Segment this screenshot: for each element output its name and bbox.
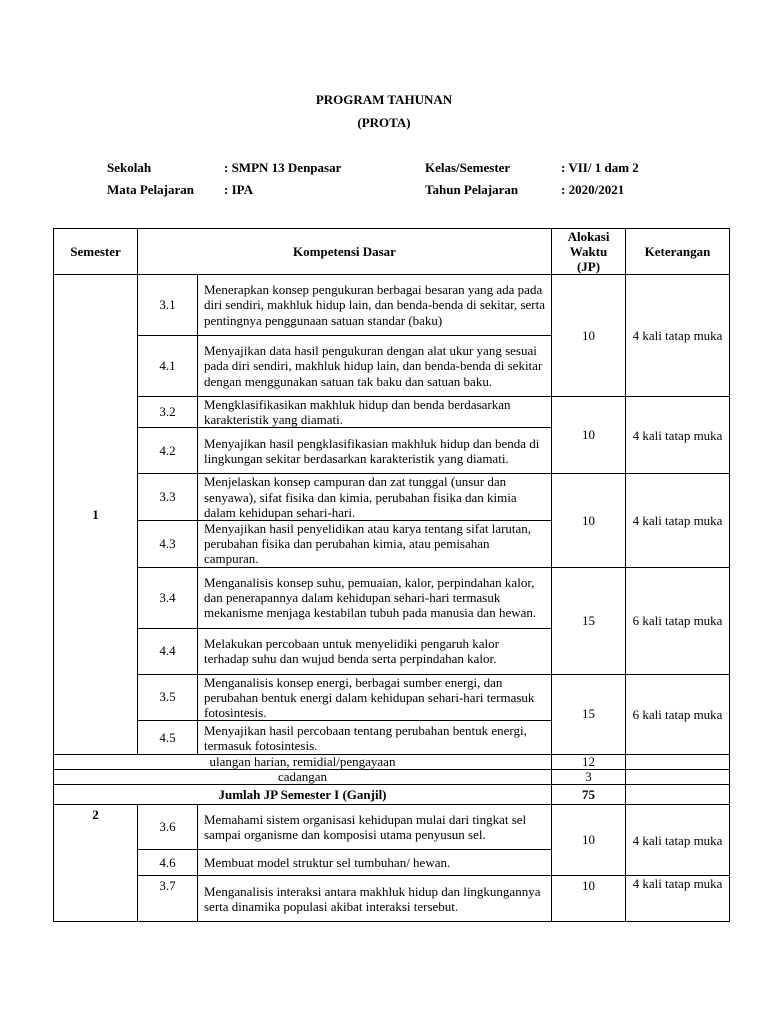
jumlah-keterangan bbox=[626, 785, 730, 805]
keterangan-value: 4 kali tatap muka bbox=[626, 275, 730, 397]
mapel-value: : IPA bbox=[224, 182, 254, 197]
kd-number: 3.4 bbox=[138, 567, 198, 628]
jumlah-jp: 75 bbox=[552, 785, 626, 805]
header-kompetensi-dasar: Kompetensi Dasar bbox=[138, 229, 552, 275]
keterangan-value: 4 kali tatap muka bbox=[626, 397, 730, 474]
sekolah-value: : SMPN 13 Denpasar bbox=[224, 160, 342, 175]
cadangan-keterangan bbox=[626, 770, 730, 785]
kd-number: 4.3 bbox=[138, 521, 198, 568]
prota-table bbox=[53, 228, 730, 922]
header-alokasi-line2: Waktu bbox=[569, 244, 608, 259]
cadangan-jp: 3 bbox=[552, 770, 626, 785]
kd-text: Memahami sistem organisasi kehidupan mulai dari tingkat sel sampai organisme dan komposisi utama penyusun sel. bbox=[198, 805, 552, 850]
cadangan-row bbox=[54, 770, 730, 785]
kd-text: Menganalisis interaksi antara makhluk hidup dan lingkungannya serta dinamika populasi akibat interaksi tersebut. bbox=[198, 876, 552, 922]
table-row bbox=[54, 397, 730, 428]
table-row bbox=[54, 805, 730, 850]
kelas-label: Kelas/Semester bbox=[425, 160, 511, 175]
header-alokasi-line1: Alokasi bbox=[567, 229, 610, 244]
table-row bbox=[54, 474, 730, 521]
header-row bbox=[54, 229, 730, 275]
kd-text: Menyajikan data hasil pengukuran dengan alat ukur yang sesuai pada diri sendiri, makhluk hidup lain, dan benda-benda di sekitar dengan menggunakan satuan tak baku dan satuan baku. bbox=[198, 336, 552, 397]
jp-value: 15 bbox=[552, 674, 626, 755]
kd-number: 4.6 bbox=[138, 850, 198, 876]
header-semester: Semester bbox=[54, 229, 138, 275]
ulangan-row bbox=[54, 755, 730, 770]
jp-value: 10 bbox=[552, 876, 626, 922]
kd-text: Membuat model struktur sel tumbuhan/ hewan. bbox=[198, 850, 552, 876]
semester-1-cell: 1 bbox=[54, 275, 138, 755]
kd-text: Menyajikan hasil percobaan tentang perubahan bentuk energi, termasuk fotosintesis. bbox=[198, 721, 552, 755]
kd-number: 4.1 bbox=[138, 336, 198, 397]
header-alokasi-waktu bbox=[552, 229, 626, 275]
kd-number: 4.4 bbox=[138, 628, 198, 674]
table-row bbox=[54, 674, 730, 721]
table-row bbox=[54, 275, 730, 336]
keterangan-value: 4 kali tatap muka bbox=[626, 876, 730, 922]
jumlah-row bbox=[54, 785, 730, 805]
jp-value: 10 bbox=[552, 474, 626, 567]
kd-text: Mengklasifikasikan makhluk hidup dan benda berdasarkan karakteristik yang diamati. bbox=[198, 397, 552, 428]
doc-subtitle: (PROTA) bbox=[357, 115, 411, 130]
jp-value: 10 bbox=[552, 397, 626, 474]
keterangan-value: 4 kali tatap muka bbox=[626, 805, 730, 876]
header-alokasi-line3: (JP) bbox=[576, 259, 601, 274]
kd-number: 3.5 bbox=[138, 674, 198, 721]
kd-text: Menyajikan hasil pengklasifikasian makhluk hidup dan benda di lingkungan sekitar berdasarkan karakteristik yang diamati. bbox=[198, 428, 552, 474]
kd-text: Menyajikan hasil penyelidikan atau karya tentang sifat larutan, perubahan fisika dan perubahan kimia, atau pemisahan campuran. bbox=[198, 521, 552, 568]
header-keterangan: Keterangan bbox=[626, 229, 730, 275]
kd-text: Melakukan percobaan untuk menyelidiki pengaruh kalor terhadap suhu dan wujud benda serta perpindahan kalor. bbox=[198, 628, 552, 674]
table-row bbox=[54, 567, 730, 628]
tahun-value: : 2020/2021 bbox=[561, 182, 625, 197]
ulangan-label: ulangan harian, remidial/pengayaan bbox=[54, 755, 552, 770]
kd-text: Menerapkan konsep pengukuran berbagai besaran yang ada pada diri sendiri, makhluk hidup lain, dan benda-benda di sekitar, serta pentingnya penggunaan satuan standar (baku) bbox=[198, 275, 552, 336]
kd-text: Menjelaskan konsep campuran dan zat tunggal (unsur dan senyawa), sifat fisika dan kimia, perubahan fisika dan kimia dalam kehidupan sehari-hari. bbox=[198, 474, 552, 521]
table-row bbox=[54, 876, 730, 922]
kd-number: 3.6 bbox=[138, 805, 198, 850]
kd-number: 3.1 bbox=[138, 275, 198, 336]
tahun-label: Tahun Pelajaran bbox=[425, 182, 519, 197]
ulangan-keterangan bbox=[626, 755, 730, 770]
kd-number: 4.5 bbox=[138, 721, 198, 755]
keterangan-value: 6 kali tatap muka bbox=[626, 674, 730, 755]
keterangan-value: 4 kali tatap muka bbox=[626, 474, 730, 567]
kd-text: Menganalisis konsep energi, berbagai sumber energi, dan perubahan bentuk energi dalam kehidupan sehari-hari termasuk fotosintesis. bbox=[198, 674, 552, 721]
jp-value: 10 bbox=[552, 805, 626, 876]
cadangan-label: cadangan bbox=[54, 770, 552, 785]
kd-text: Menganalisis konsep suhu, pemuaian, kalor, perpindahan kalor, dan penerapannya dalam kehidupan sehari-hari termasuk mekanisme menjaga kestabilan tubuh pada manusia dan hewan. bbox=[198, 567, 552, 628]
jp-value: 15 bbox=[552, 567, 626, 674]
jp-value: 10 bbox=[552, 275, 626, 397]
mapel-label: Mata Pelajaran bbox=[107, 182, 195, 197]
kelas-value: : VII/ 1 dam 2 bbox=[561, 160, 639, 175]
kd-number: 3.2 bbox=[138, 397, 198, 428]
sekolah-label: Sekolah bbox=[107, 160, 152, 175]
kd-number: 3.7 bbox=[138, 876, 198, 922]
semester-2-cell: 2 bbox=[54, 805, 138, 922]
doc-title: PROGRAM TAHUNAN bbox=[315, 92, 453, 107]
keterangan-value: 6 kali tatap muka bbox=[626, 567, 730, 674]
kd-number: 3.3 bbox=[138, 474, 198, 521]
kd-number: 4.2 bbox=[138, 428, 198, 474]
ulangan-jp: 12 bbox=[552, 755, 626, 770]
jumlah-label: Jumlah JP Semester I (Ganjil) bbox=[54, 785, 552, 805]
